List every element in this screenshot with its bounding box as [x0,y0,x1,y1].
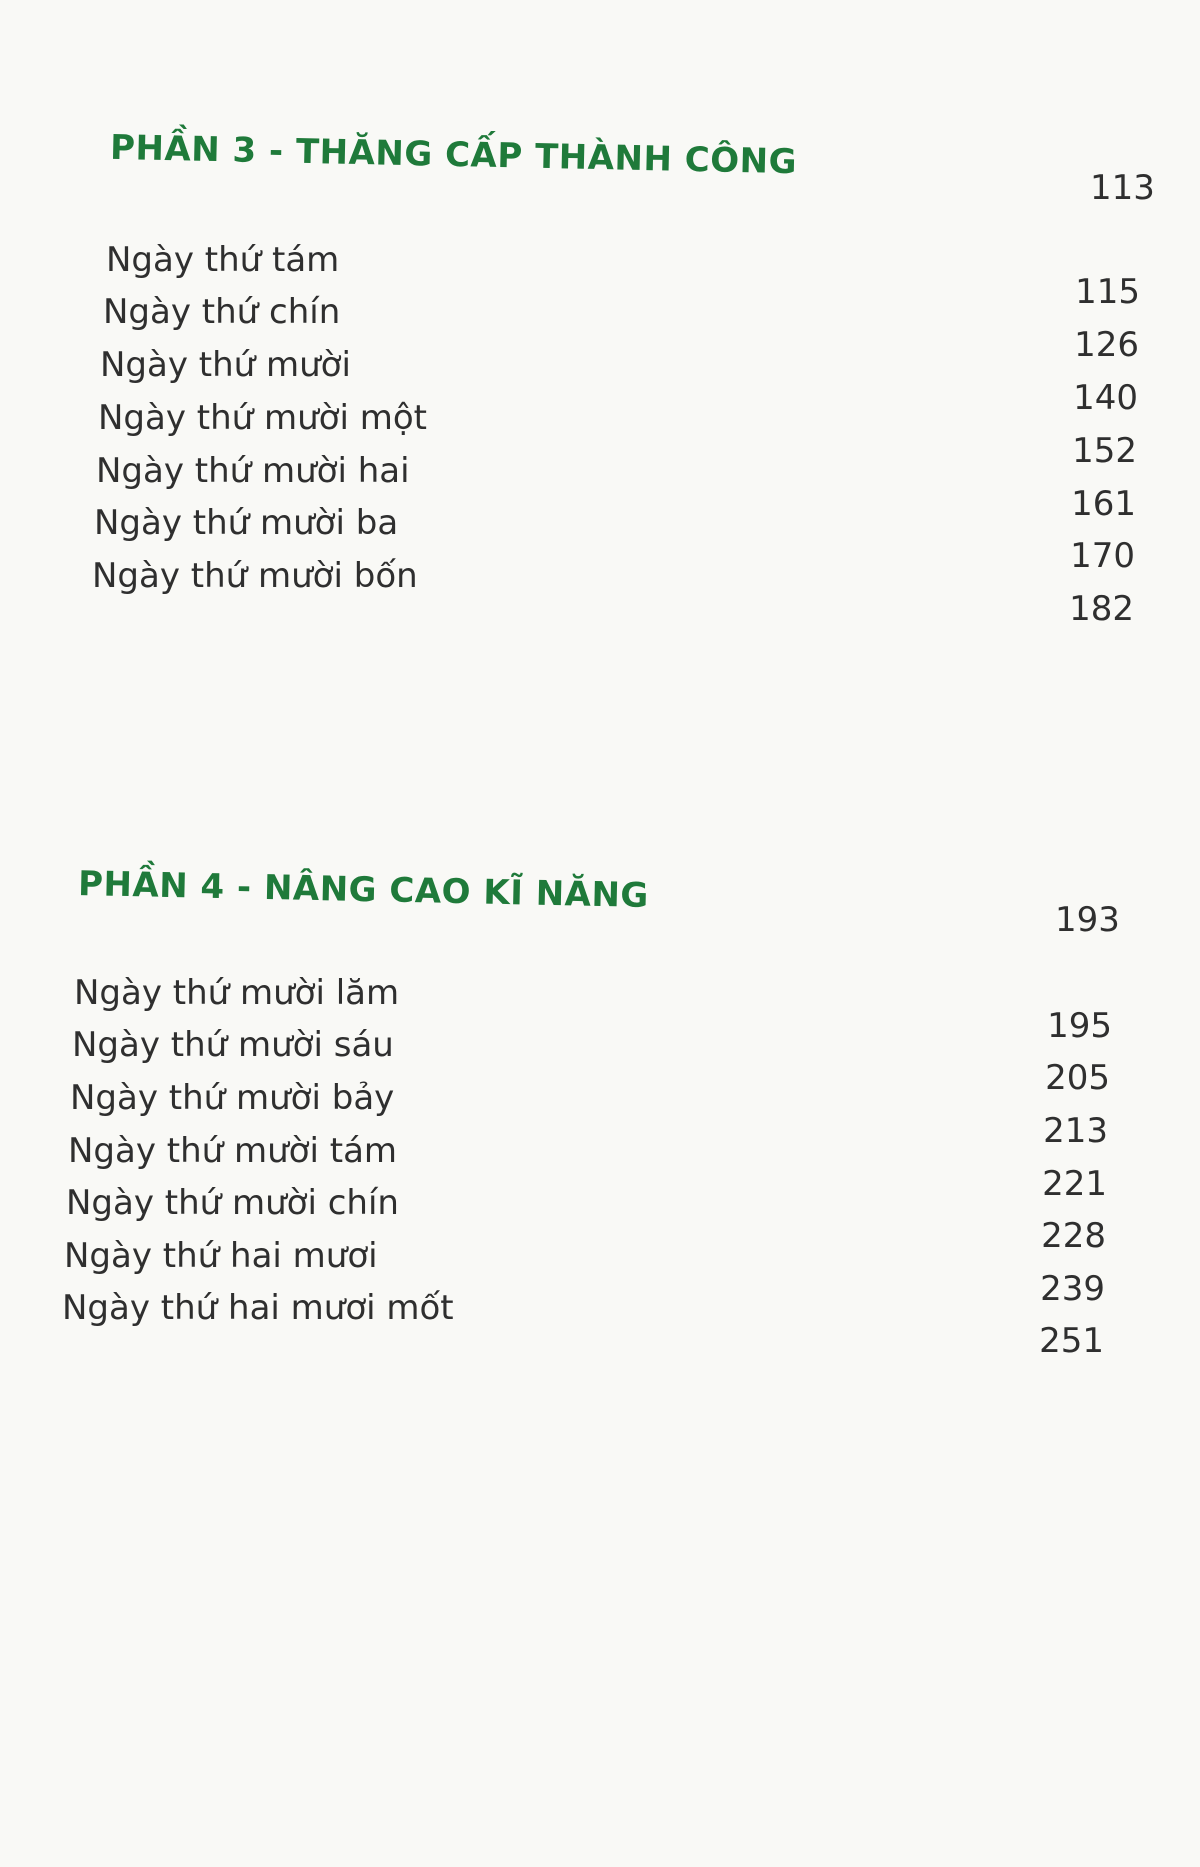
toc-entry-label: Ngày thứ mười bốn [92,556,418,596]
toc-entry-label: Ngày thứ mười hai [96,451,410,491]
toc-entry-label: Ngày thứ mười bảy [70,1078,395,1118]
toc-entry-page: 228 [1041,1216,1106,1256]
section-title: PHẦN 4 - NÂNG CAO KĨ NĂNG [77,864,650,916]
toc-entry-page: 182 [1069,589,1134,629]
toc-entry-label: Ngày thứ mười sáu [72,1025,394,1065]
section-page-number: 193 [1055,900,1120,940]
toc-entry-label: Ngày thứ mười chín [66,1183,399,1223]
toc-entry-label: Ngày thứ hai mươi mốt [62,1288,454,1328]
toc-entry-page: 221 [1042,1164,1107,1204]
toc-entry-label: Ngày thứ tám [106,240,340,280]
toc-entry-label: Ngày thứ mười [100,345,351,385]
toc-entry-label: Ngày thứ mười lăm [74,973,400,1013]
toc-entry-label: Ngày thứ hai mươi [64,1236,378,1276]
toc-entry-label: Ngày thứ chín [103,292,341,332]
toc-entry-page: 205 [1045,1058,1110,1098]
toc-entry-page: 140 [1073,378,1138,418]
toc-entry-page: 170 [1070,536,1135,576]
toc-entry-page: 161 [1071,484,1136,524]
toc-entry-page: 251 [1039,1321,1104,1361]
toc-entry-label: Ngày thứ mười ba [94,503,399,543]
toc-entry-page: 126 [1074,325,1139,365]
toc-entry-label: Ngày thứ mười tám [68,1131,398,1171]
toc-entry-page: 115 [1075,272,1140,312]
toc-entry-page: 239 [1040,1269,1105,1309]
toc-entry-page: 195 [1047,1006,1112,1046]
section-title: PHẦN 3 - THĂNG CẤP THÀNH CÔNG [109,127,798,183]
section-page-number: 113 [1090,168,1155,208]
toc-entry-page: 213 [1043,1111,1108,1151]
toc-entry-label: Ngày thứ mười một [98,398,427,438]
toc-entry-page: 152 [1072,431,1137,471]
